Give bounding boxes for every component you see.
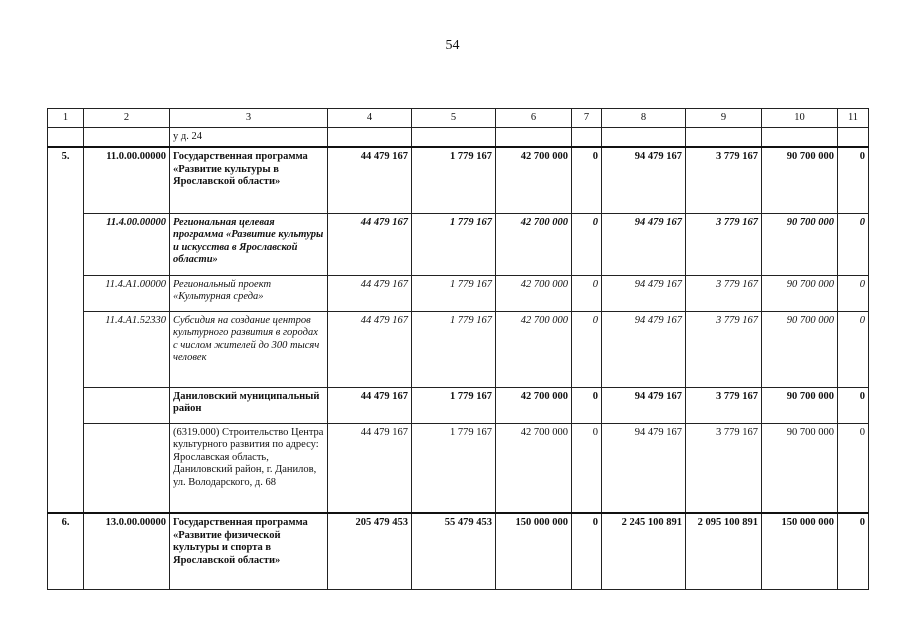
code-cell: 13.0.00.00000	[84, 513, 170, 589]
value-cell	[328, 127, 412, 147]
value-cell: 94 479 167	[602, 311, 686, 387]
table-row	[48, 387, 869, 423]
code-cell: 11.4.А1.00000	[84, 275, 170, 311]
value-cell: 90 700 000	[762, 275, 838, 311]
value-cell	[496, 127, 572, 147]
value-cell: 42 700 000	[496, 387, 572, 423]
column-header: 8	[602, 109, 686, 128]
value-cell: 94 479 167	[602, 423, 686, 513]
value-cell: 1 779 167	[412, 147, 496, 213]
name-cell: Субсидия на создание центров культурного развития в городах с числом жителей до 300 тысяч человек	[170, 311, 328, 387]
code-cell: 11.4.А1.52330	[84, 311, 170, 387]
name-cell: (6319.000) Строительство Центра культурного развития по адресу: Ярославская область, Даниловский район, г. Данилов, ул. Володарского, д. 68	[170, 423, 328, 513]
table-row	[48, 147, 869, 213]
value-cell: 1 779 167	[412, 275, 496, 311]
table-row	[48, 213, 869, 275]
budget-table	[47, 108, 869, 590]
value-cell: 44 479 167	[328, 213, 412, 275]
value-cell: 3 779 167	[686, 275, 762, 311]
value-cell: 1 779 167	[412, 387, 496, 423]
value-cell: 0	[572, 213, 602, 275]
value-cell: 205 479 453	[328, 513, 412, 589]
table-row	[48, 513, 869, 589]
column-header: 2	[84, 109, 170, 128]
value-cell: 3 779 167	[686, 147, 762, 213]
table-row	[48, 311, 869, 387]
row-number-cell	[48, 387, 84, 423]
column-header: 9	[686, 109, 762, 128]
code-cell: 11.0.00.00000	[84, 147, 170, 213]
value-cell: 3 779 167	[686, 387, 762, 423]
value-cell: 94 479 167	[602, 213, 686, 275]
value-cell: 3 779 167	[686, 213, 762, 275]
table-row	[48, 275, 869, 311]
row-number-cell	[48, 311, 84, 387]
value-cell	[838, 127, 869, 147]
row-number-cell	[48, 423, 84, 513]
value-cell: 42 700 000	[496, 311, 572, 387]
name-cell: Даниловский муниципальный район	[170, 387, 328, 423]
value-cell: 0	[838, 213, 869, 275]
value-cell: 42 700 000	[496, 147, 572, 213]
value-cell: 90 700 000	[762, 147, 838, 213]
value-cell: 2 095 100 891	[686, 513, 762, 589]
value-cell: 0	[572, 275, 602, 311]
column-header: 11	[838, 109, 869, 128]
value-cell: 0	[838, 423, 869, 513]
column-header: 7	[572, 109, 602, 128]
header-row	[48, 109, 869, 128]
value-cell: 42 700 000	[496, 213, 572, 275]
code-cell	[84, 387, 170, 423]
value-cell: 150 000 000	[762, 513, 838, 589]
value-cell: 44 479 167	[328, 147, 412, 213]
value-cell: 55 479 453	[412, 513, 496, 589]
row-number-cell: 6.	[48, 513, 84, 589]
value-cell: 0	[838, 513, 869, 589]
value-cell	[762, 127, 838, 147]
value-cell: 1 779 167	[412, 213, 496, 275]
column-header: 6	[496, 109, 572, 128]
column-header: 5	[412, 109, 496, 128]
row-number-cell	[48, 275, 84, 311]
column-header: 4	[328, 109, 412, 128]
value-cell: 3 779 167	[686, 423, 762, 513]
value-cell: 94 479 167	[602, 275, 686, 311]
value-cell: 0	[838, 311, 869, 387]
value-cell: 44 479 167	[328, 311, 412, 387]
value-cell: 0	[838, 387, 869, 423]
row-number-cell: 5.	[48, 147, 84, 213]
name-cell: у д. 24	[170, 127, 328, 147]
column-header: 10	[762, 109, 838, 128]
value-cell: 150 000 000	[496, 513, 572, 589]
code-cell	[84, 127, 170, 147]
value-cell: 90 700 000	[762, 213, 838, 275]
value-cell: 44 479 167	[328, 275, 412, 311]
value-cell: 1 779 167	[412, 423, 496, 513]
name-cell: Региональный проект «Культурная среда»	[170, 275, 328, 311]
value-cell: 0	[572, 147, 602, 213]
value-cell: 94 479 167	[602, 147, 686, 213]
value-cell: 42 700 000	[496, 275, 572, 311]
value-cell: 44 479 167	[328, 423, 412, 513]
name-cell: Государственная программа «Развитие физической культуры и спорта в Ярославской области»	[170, 513, 328, 589]
value-cell: 0	[572, 311, 602, 387]
name-cell: Государственная программа «Развитие культуры в Ярославской области»	[170, 147, 328, 213]
row-number-cell	[48, 127, 84, 147]
value-cell	[602, 127, 686, 147]
value-cell: 0	[838, 147, 869, 213]
page-number: 54	[445, 38, 460, 53]
code-cell	[84, 423, 170, 513]
value-cell: 0	[838, 275, 869, 311]
value-cell: 90 700 000	[762, 387, 838, 423]
table-row	[48, 127, 869, 147]
value-cell	[686, 127, 762, 147]
value-cell: 0	[572, 513, 602, 589]
value-cell: 2 245 100 891	[602, 513, 686, 589]
value-cell: 3 779 167	[686, 311, 762, 387]
value-cell: 90 700 000	[762, 311, 838, 387]
row-number-cell	[48, 213, 84, 275]
column-header: 3	[170, 109, 328, 128]
column-header: 1	[48, 109, 84, 128]
name-cell: Региональная целевая программа «Развитие культуры и искусства в Ярославской области»	[170, 213, 328, 275]
value-cell	[572, 127, 602, 147]
value-cell: 42 700 000	[496, 423, 572, 513]
value-cell: 44 479 167	[328, 387, 412, 423]
value-cell	[412, 127, 496, 147]
value-cell: 0	[572, 423, 602, 513]
code-cell: 11.4.00.00000	[84, 213, 170, 275]
value-cell: 1 779 167	[412, 311, 496, 387]
value-cell: 0	[572, 387, 602, 423]
value-cell: 94 479 167	[602, 387, 686, 423]
value-cell: 90 700 000	[762, 423, 838, 513]
table-row	[48, 423, 869, 513]
